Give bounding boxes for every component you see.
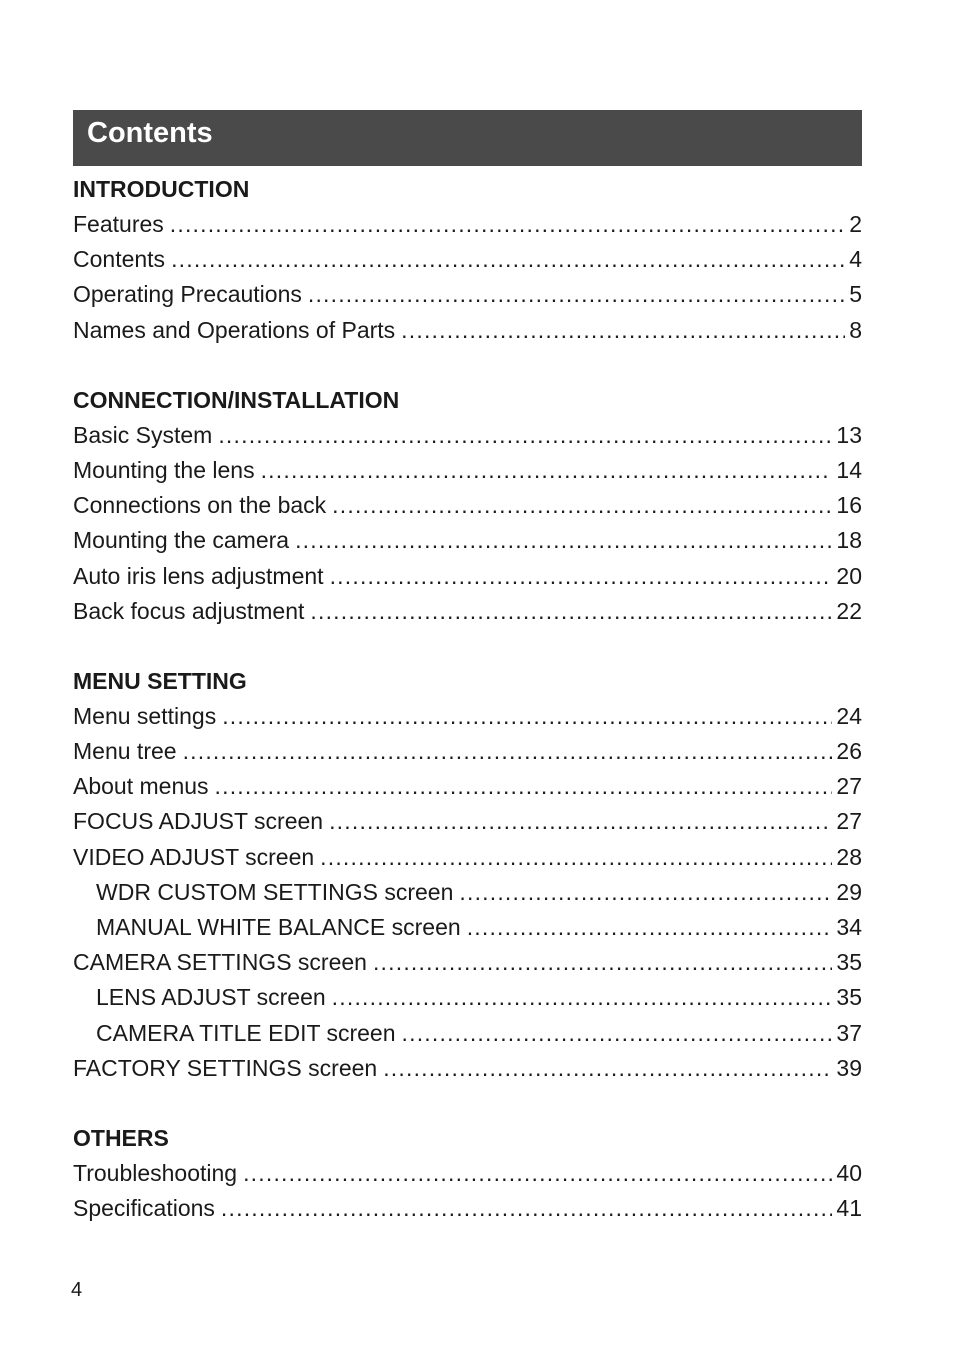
- toc-entry-title: Menu tree: [73, 738, 177, 765]
- dot-leader: [171, 242, 845, 277]
- toc-entry[interactable]: [73, 1191, 862, 1226]
- toc-entry-title: Mounting the lens: [73, 456, 255, 483]
- toc-entry-title: FOCUS ADJUST screen: [73, 808, 324, 835]
- toc-entry-title: Troubleshooting: [73, 1159, 238, 1186]
- toc-entry-title: About menus: [73, 773, 209, 800]
- toc-entry-page: 26: [836, 738, 862, 765]
- toc-entry-title: Menu settings: [73, 702, 217, 729]
- toc-entry-title: Basic System: [73, 421, 213, 448]
- toc-entry-page: 2: [849, 211, 862, 237]
- toc-entry-page: 41: [836, 1195, 862, 1222]
- toc-entry-page: 39: [836, 1054, 862, 1081]
- dot-leader: [218, 418, 832, 453]
- toc-entry[interactable]: [73, 453, 862, 488]
- toc-entry-title: Back focus adjustment: [73, 597, 305, 624]
- toc-entry-title: FACTORY SETTINGS screen: [73, 1054, 378, 1081]
- toc-entry[interactable]: [73, 769, 862, 804]
- section-heading: CONNECTION/INSTALLATION: [73, 386, 400, 413]
- toc-entry-page: 20: [836, 562, 862, 589]
- toc-entry-title: Mounting the camera: [73, 527, 290, 554]
- page-title: Contents: [87, 117, 213, 149]
- toc-entry[interactable]: [73, 418, 862, 453]
- toc-entry-page: 40: [836, 1159, 862, 1186]
- toc-entry-title: Auto iris lens adjustment: [73, 562, 324, 589]
- dot-leader: [215, 769, 833, 804]
- toc-entry-page: 29: [836, 878, 862, 905]
- toc-entry-title: LENS ADJUST screen: [96, 984, 326, 1011]
- toc-entry[interactable]: [73, 945, 862, 980]
- dot-leader: [467, 910, 833, 945]
- dot-leader: [261, 453, 833, 488]
- toc-entry-title: Operating Precautions: [73, 281, 302, 308]
- toc-entry-page: 16: [836, 492, 862, 519]
- dot-leader: [401, 313, 845, 348]
- toc-entry[interactable]: [73, 313, 862, 348]
- dot-leader: [222, 699, 832, 734]
- toc-entry-page: 35: [836, 949, 862, 976]
- dot-leader: [459, 875, 832, 910]
- dot-leader: [295, 523, 832, 558]
- page-number: 4: [71, 1279, 83, 1301]
- table-of-contents: [73, 172, 862, 1226]
- section-heading: MENU SETTING: [73, 667, 247, 694]
- toc-entry[interactable]: [73, 875, 862, 910]
- dot-leader: [330, 559, 833, 594]
- section-heading: INTRODUCTION: [73, 176, 250, 202]
- toc-entry[interactable]: [73, 804, 862, 839]
- toc-entry-page: 14: [836, 456, 862, 483]
- toc-entry[interactable]: [73, 488, 862, 523]
- dot-leader: [170, 207, 845, 242]
- toc-entry[interactable]: [73, 594, 862, 629]
- dot-leader: [221, 1191, 832, 1226]
- toc-entry-title: WDR CUSTOM SETTINGS screen: [96, 878, 454, 905]
- toc-entry-page: 37: [836, 1019, 862, 1046]
- dot-leader: [402, 1016, 833, 1051]
- toc-entry-title: CAMERA TITLE EDIT screen: [96, 1019, 396, 1046]
- dot-leader: [310, 594, 832, 629]
- toc-entry-page: 27: [836, 773, 862, 800]
- dot-leader: [332, 488, 832, 523]
- dot-leader: [320, 840, 832, 875]
- dot-leader: [332, 980, 833, 1015]
- toc-entry-title: Connections on the back: [73, 492, 327, 519]
- dot-leader: [308, 277, 845, 312]
- toc-entry[interactable]: [73, 1156, 862, 1191]
- toc-entry[interactable]: [73, 207, 862, 242]
- dot-leader: [329, 804, 832, 839]
- toc-entry[interactable]: [73, 242, 862, 277]
- toc-entry[interactable]: [73, 980, 862, 1015]
- toc-entry-title: Features: [73, 211, 164, 237]
- toc-entry-title: CAMERA SETTINGS screen: [73, 949, 367, 976]
- toc-entry-page: 4: [849, 246, 862, 273]
- toc-entry-title: Contents: [73, 246, 166, 273]
- toc-entry-title: MANUAL WHITE BALANCE screen: [96, 914, 461, 940]
- toc-entry[interactable]: [73, 277, 862, 312]
- section-heading: OTHERS: [73, 1124, 169, 1151]
- toc-entry-page: 5: [849, 281, 862, 308]
- toc-entry[interactable]: [73, 1016, 862, 1051]
- toc-entry-page: 13: [836, 421, 862, 448]
- toc-entry-page: 8: [849, 316, 862, 343]
- toc-entry[interactable]: [73, 734, 862, 769]
- dot-leader: [383, 1051, 832, 1086]
- toc-entry[interactable]: [73, 699, 862, 734]
- toc-entry[interactable]: [73, 910, 862, 945]
- toc-entry-title: VIDEO ADJUST screen: [73, 843, 315, 870]
- toc-entry[interactable]: [73, 523, 862, 558]
- contents-header-bar: [73, 110, 862, 166]
- toc-entry-title: Names and Operations of Parts: [73, 316, 396, 343]
- toc-entry[interactable]: [73, 1051, 862, 1086]
- toc-entry[interactable]: [73, 840, 862, 875]
- toc-entry-page: 24: [836, 702, 862, 729]
- toc-entry-title: Specifications: [73, 1195, 215, 1222]
- dot-leader: [243, 1156, 832, 1191]
- toc-entry-page: 18: [836, 527, 862, 554]
- toc-entry-page: 35: [836, 984, 862, 1011]
- dot-leader: [373, 945, 832, 980]
- toc-entry[interactable]: [73, 559, 862, 594]
- dot-leader: [183, 734, 833, 769]
- toc-entry-page: 22: [836, 597, 862, 624]
- toc-entry-page: 34: [836, 914, 862, 940]
- toc-entry-page: 28: [836, 843, 862, 870]
- toc-entry-page: 27: [836, 808, 862, 835]
